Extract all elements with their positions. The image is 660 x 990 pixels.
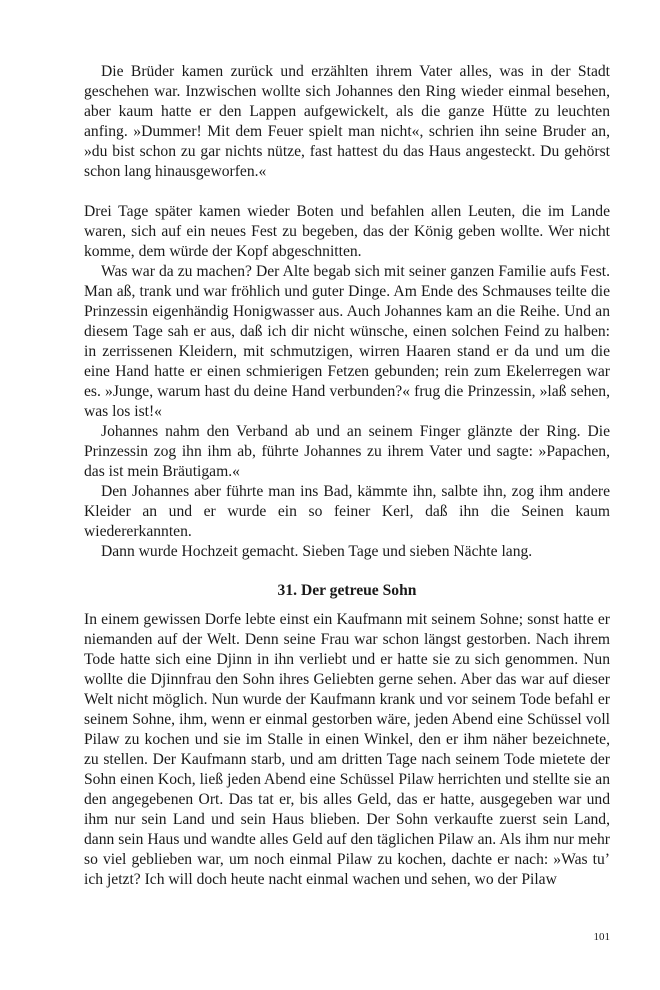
paragraph-bath: Den Johannes aber führte man ins Bad, kämmte ihn, salbte ihn, zog ihm andere Kleider an und er wurde ein so feiner Kerl, daß ihn die Seinen kaum wiedererkannten. (84, 483, 610, 540)
section-heading: 31. Der getreue Sohn (277, 582, 417, 599)
paragraph-messengers: Drei Tage später kamen wieder Boten und befahlen allen Leuten, die im Lande waren, sich auf ein neues Fest zu begeben, das der König geben wollte. Wer nicht komme, dem würde der Kopf abgeschnitten. (84, 203, 610, 260)
paragraph-feast: Was war da zu machen? Der Alte begab sich mit seiner ganzen Familie aufs Fest. Man aß, trank und war fröhlich und guter Dinge. Am Ende des Schmauses teilte die Prinzessin eigenhändig Honigwasser aus. Auch Johannes kam an die Reihe. Und an diesem Tage sah er aus, daß ich dir nicht wünsche, einen solchen Feind zu halben: in zerrissenen Kleidern, mit schmutzigen, wirren Haaren stand er da und um die eine Hand hatte er einen schmierigen Fetzen gebunden; rein zum Ekelerregen war es. »Junge, warum hast du deine Hand verbunden?« frug die Prinzessin, »laß sehen, was los ist!« (84, 263, 610, 420)
paragraph-merchant-story: In einem gewissen Dorfe lebte einst ein Kaufmann mit seinem Sohne; sonst hatte er niemanden auf der Welt. Denn seine Frau war schon längst gestorben. Nach ihrem Tode hatte sich eine Djinn in ihn verliebt und er hatte sie zu sich genommen. Nun wollte die Djinnfrau den Sohn ihres Geliebten gerne sehen. Aber das war auf dieser Welt nicht möglich. Nun wurde der Kaufmann krank und vor seinem Tode befahl er seinem Sohne, ihm, wenn er einmal gestorben wäre, jeden Abend eine Schüssel voll Pilaw zu kochen und sie im Stalle in einen Winkel, den er ihm näher bezeichnete, zu stellen. Der Kaufmann starb, und am dritten Tage nach seinem Tode mietete der Sohn einen Koch, ließ jeden Abend eine Schüssel Pilaw herrichten und stellte sie an den angegebenen Ort. Das tat er, bis alles Geld, das er hatte, ausgegeben war und ihm nur sein Land und sein Haus blieben. Der Sohn verkaufte zuerst sein Land, dann sein Haus und wandte alles Geld auf den täglichen Pilaw an. Als ihm nur mehr so viel geblieben war, um noch einmal Pilaw zu kochen, dachte er nach: »Was tu’ ich jetzt? Ich will doch heute nacht einmal wachen und sehen, wo der Pilaw (84, 611, 610, 888)
paragraph-ring-revealed: Johannes nahm den Verband ab und an seinem Finger glänzte der Ring. Die Prinzessin zog ihn ihm ab, führte Johannes zu ihrem Vater und sagte: »Papachen, das ist mein Bräutigam.« (84, 423, 610, 480)
paragraph-wedding: Dann wurde Hochzeit gemacht. Sieben Tage und sieben Nächte lang. (101, 543, 533, 560)
page-number: 101 (593, 931, 610, 943)
section-break (84, 182, 610, 202)
paragraph-brothers-return: Die Brüder kamen zurück und erzählten ihrem Vater alles, was in der Stadt geschehen war. Inzwischen wollte sich Johannes den Ring wieder einmal besehen, aber kaum hatte er den Lappen aufgewickelt, als die ganze Hütte zu leuchten anfing. »Dummer! Mit dem Feuer spielt man nicht«, schrien ihn seine Bruder an, »du bist schon zu gar nichts nütze, fast hattest du das Haus angesteckt. Du gehörst schon lang hinausgeworfen.« (84, 63, 610, 180)
page-body (84, 62, 610, 890)
